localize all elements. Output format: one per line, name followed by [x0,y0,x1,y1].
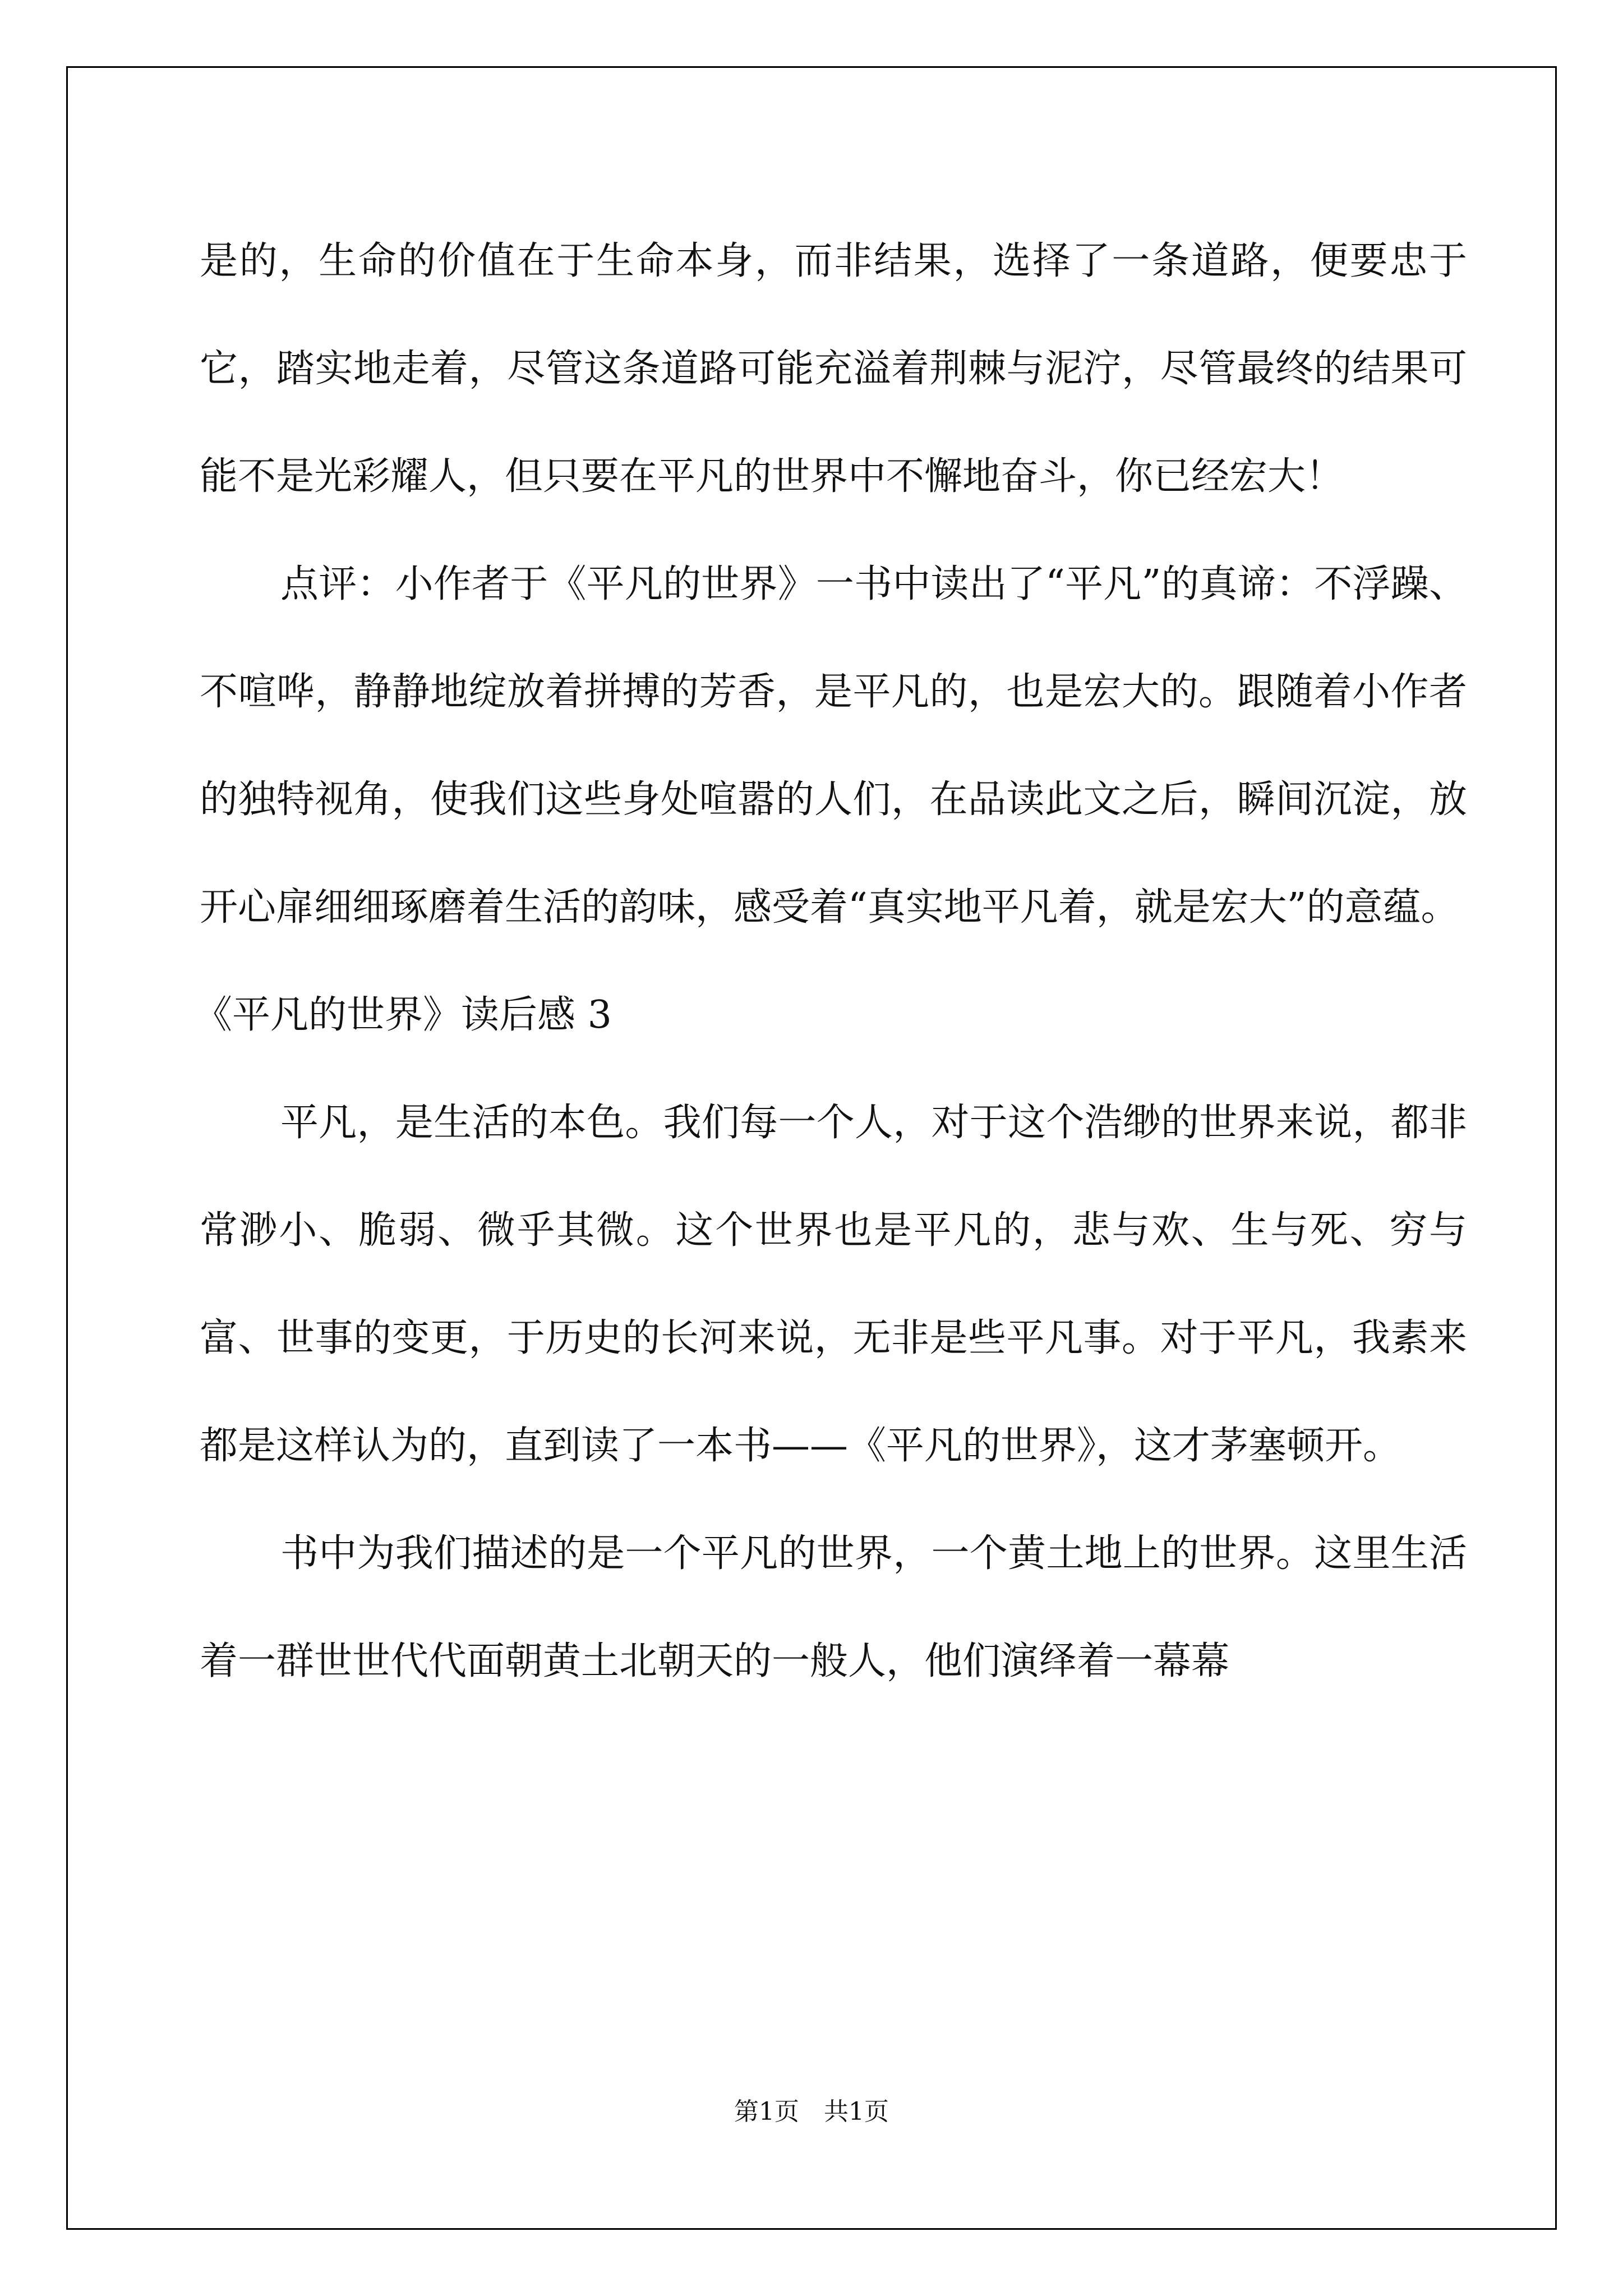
page-footer: 第1页 共1页 [734,2097,889,2126]
paragraph: 书中为我们描述的是一个平凡的世界，一个黄土地上的世界。这里生活着一群世世代代面朝黄土北朝天的一般人，他们演绎着一幕幕 [200,1531,1467,1683]
document-body [194,208,1467,1715]
paragraph-review: 点评：小作者于《平凡的世界》一书中读出了“平凡”的真谛：不浮躁、不喧哗，静静地绽放着拼搏的芳香，是平凡的，也是宏大的。跟随着小作者的独特视角，使我们这些身处喧嚣的人们，在品读此文之后，瞬间沉淀，放开心扉细细琢磨着生活的韵味，感受着“真实地平凡着，就是宏大”的意蕴。 [200,562,1467,930]
paragraph: 是的，生命的价值在于生命本身，而非结果，选择了一条道路，便要忠于它，踏实地走着，尽管这条道路可能充溢着荆棘与泥泞，尽管最终的结果可能不是光彩耀人，但只要在平凡的世界中不懈地奋斗，你已经宏大！ [200,239,1467,499]
paragraph: 平凡，是生活的本色。我们每一个人，对于这个浩缈的世界来说，都非常渺小、脆弱、微乎其微。这个世界也是平凡的，悲与欢、生与死、穷与富、世事的变更，于历史的长河来说，无非是些平凡事。对于平凡，我素来都是这样认为的，直到读了一本书——《平凡的世界》，这才茅塞顿开。 [200,1101,1467,1468]
section-heading: 《平凡的世界》读后感 3 [194,993,612,1037]
